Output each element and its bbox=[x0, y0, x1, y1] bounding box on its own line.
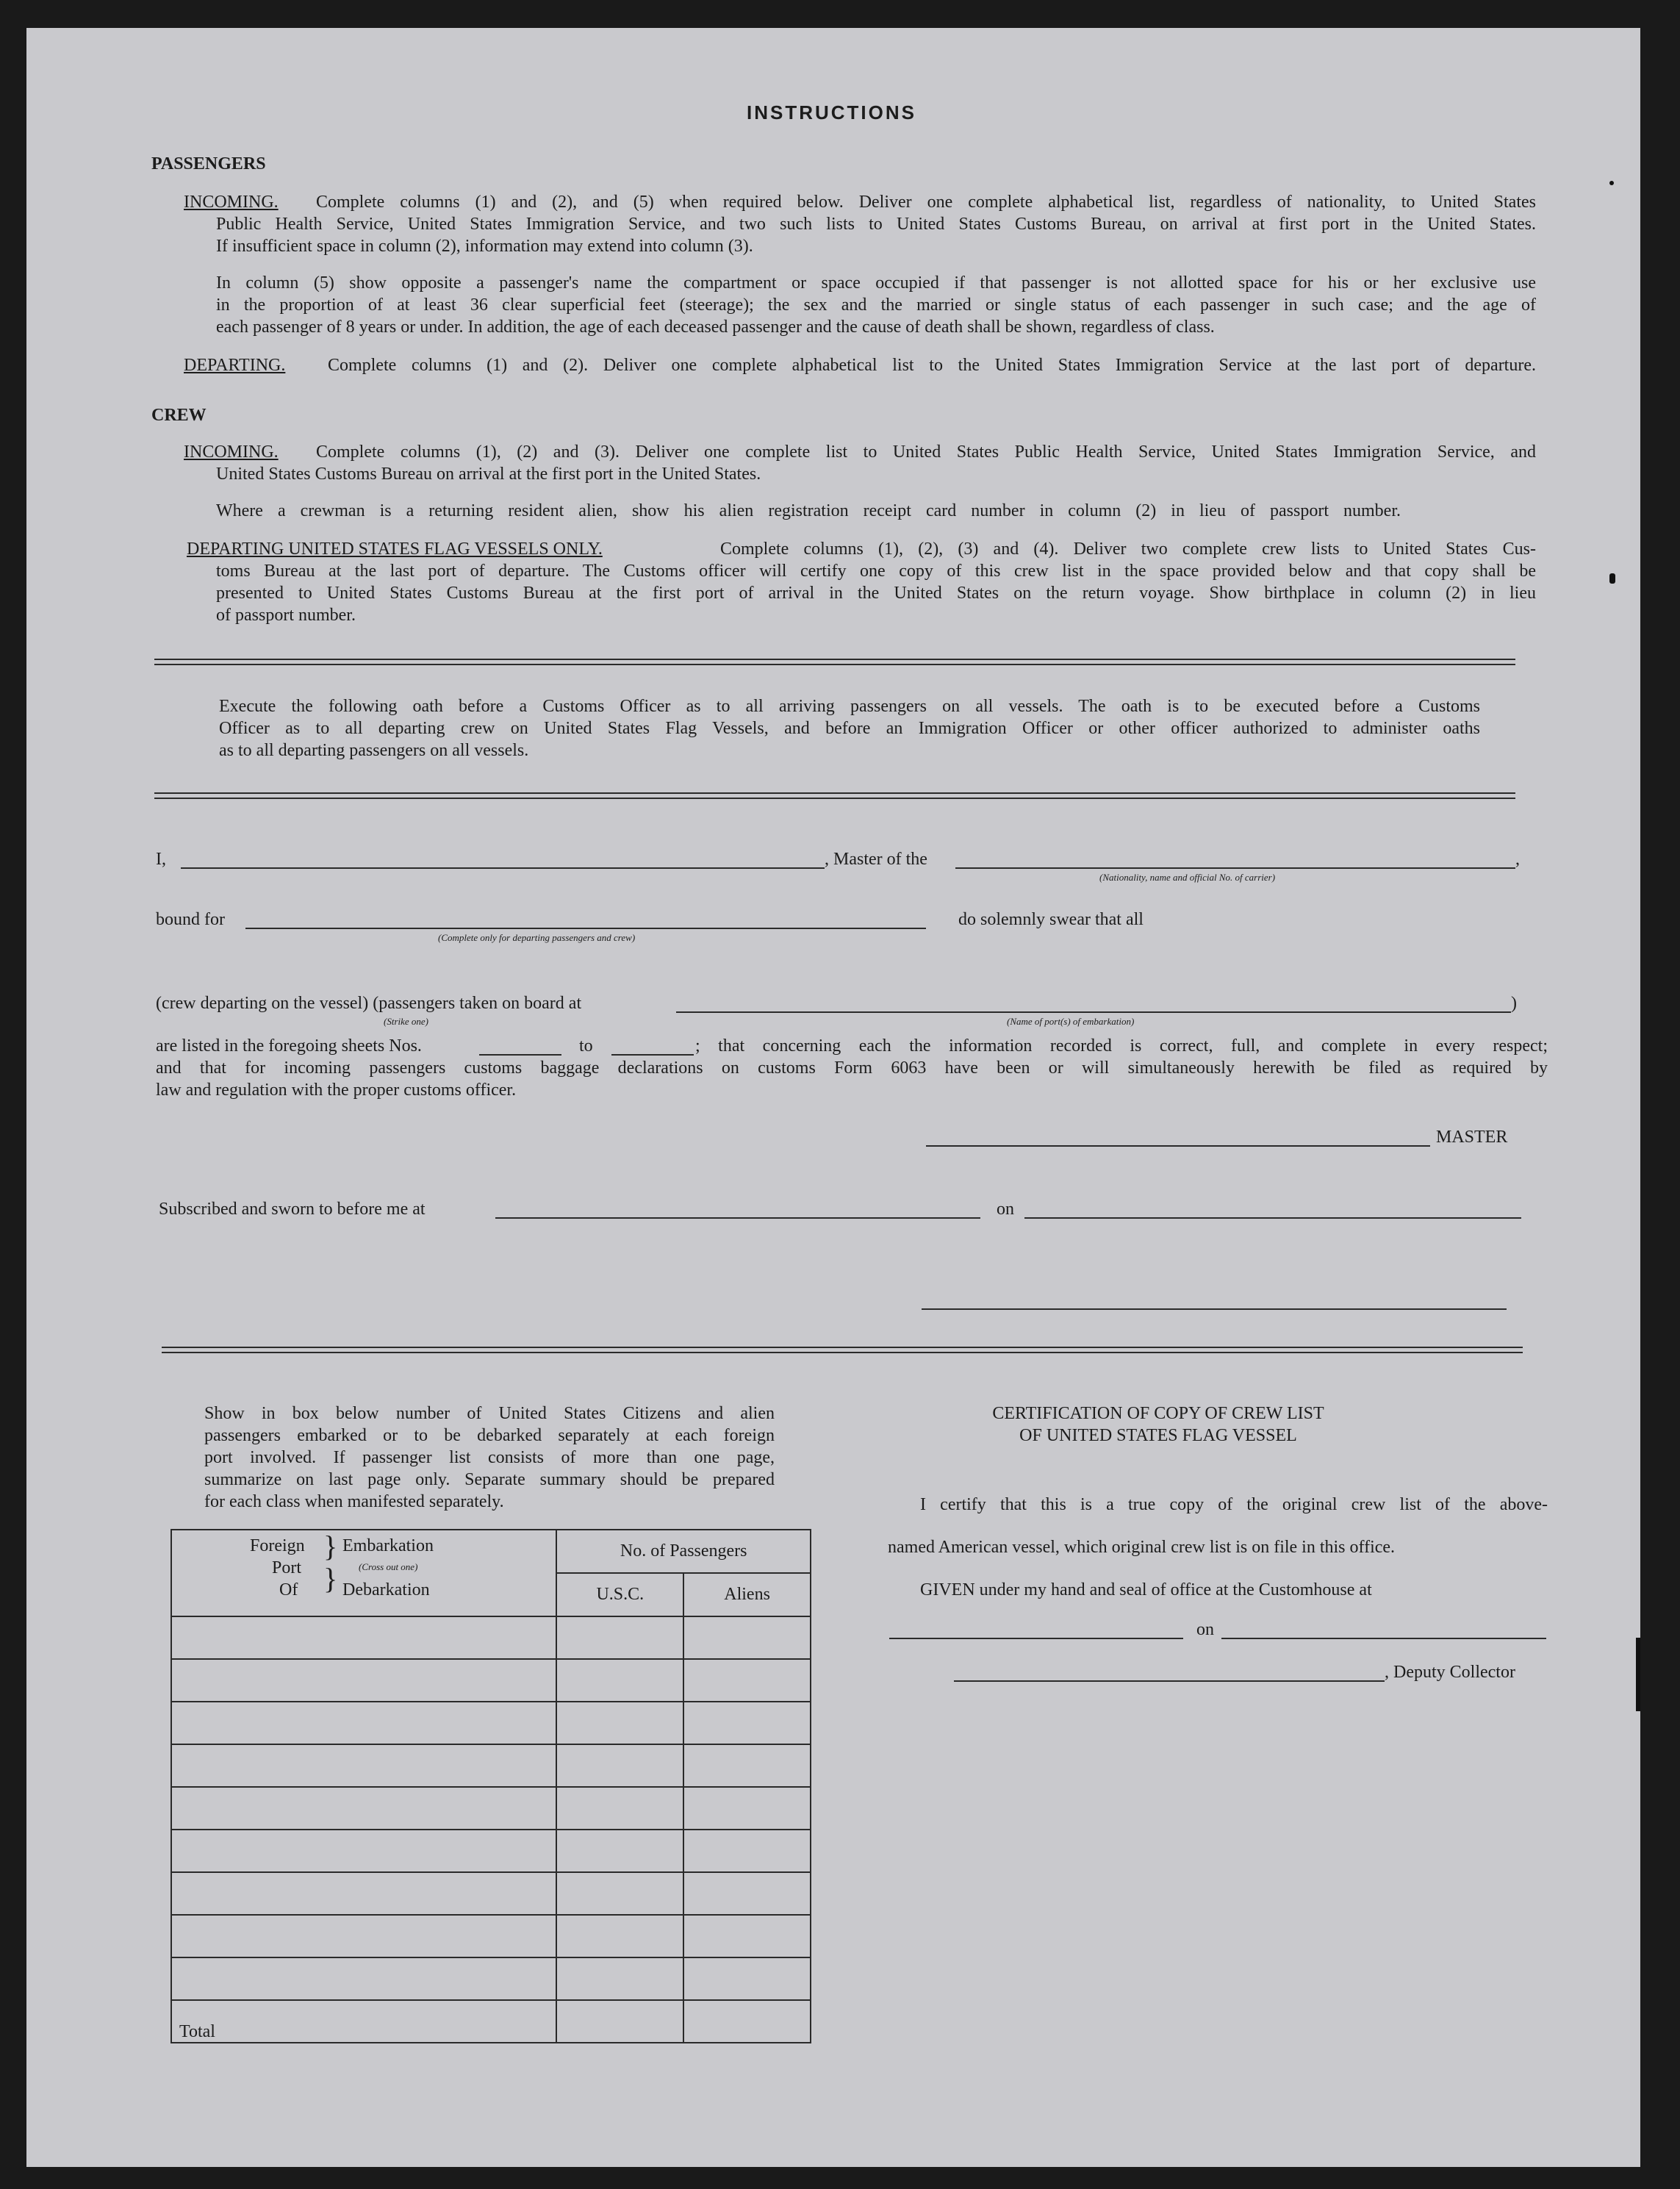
table-row bbox=[171, 1787, 811, 1830]
crew-heading: CREW bbox=[151, 406, 207, 425]
summary-text: for each class when manifested separately. bbox=[204, 1492, 504, 1511]
crew-incoming-label: INCOMING. bbox=[184, 443, 279, 462]
oath-intro-text: as to all departing passengers on all vessels. bbox=[219, 741, 529, 760]
table-row bbox=[171, 1957, 811, 2000]
crew-passengers-text: (crew departing on the vessel) (passengers taken on board at bbox=[156, 994, 582, 1013]
crew-departing-text: toms Bureau at the last port of departure. The Customs officer will certify one copy of this crew list in the space provided below and that copy shall be bbox=[216, 562, 1536, 581]
carrier-hint: (Nationality, name and official No. of carrier) bbox=[1099, 872, 1276, 883]
section-divider bbox=[154, 659, 1515, 665]
master-name-line[interactable] bbox=[181, 867, 825, 869]
total-label: Total bbox=[171, 2000, 556, 2043]
usc-cell[interactable] bbox=[556, 1787, 683, 1830]
table-row bbox=[171, 1830, 811, 1872]
subscribed-place-line[interactable] bbox=[495, 1217, 980, 1219]
scan-edge-mark bbox=[1636, 1638, 1640, 1711]
sheet-to-line[interactable] bbox=[611, 1054, 694, 1056]
officer-signature-line[interactable] bbox=[922, 1308, 1507, 1310]
usc-cell[interactable] bbox=[556, 1659, 683, 1702]
brace-icon: } bbox=[323, 1530, 338, 1563]
crew-incoming-text: United States Customs Bureau on arrival at the first port in the United States. bbox=[216, 465, 761, 484]
crew-departing-label: DEPARTING UNITED STATES FLAG VESSELS ONLY. bbox=[187, 540, 603, 559]
passengers-incoming-label: INCOMING. bbox=[184, 193, 279, 212]
listed-text: ; that concerning each the information recorded is correct, full, and complete in every respect; bbox=[695, 1036, 1548, 1056]
embarkation-label: Embarkation bbox=[342, 1536, 434, 1555]
table-row bbox=[171, 1659, 811, 1702]
sheet-from-line[interactable] bbox=[479, 1054, 561, 1056]
crew-resident-text: Where a crewman is a returning resident alien, show his alien registration receipt card number in column (2) in lieu of passport number. bbox=[216, 501, 1401, 520]
table-row bbox=[171, 1915, 811, 1957]
crew-departing-text: Complete columns (1), (2), (3) and (4). Deliver two complete crew lists to United States Cus- bbox=[720, 540, 1536, 559]
certification-text: GIVEN under my hand and seal of office at the Customhouse at bbox=[920, 1580, 1372, 1599]
passengers-heading: PASSENGERS bbox=[151, 154, 266, 173]
column5-text: each passenger of 8 years or under. In addition, the age of each deceased passenger and the cause of death shall be shown, regardless of class. bbox=[216, 318, 1215, 337]
port-cell[interactable] bbox=[171, 1787, 556, 1830]
certification-title: OF UNITED STATES FLAG VESSEL bbox=[1019, 1426, 1297, 1445]
certification-on-label: on bbox=[1196, 1620, 1214, 1639]
usc-cell[interactable] bbox=[556, 1702, 683, 1744]
foreign-label: Foreign bbox=[250, 1536, 305, 1555]
port-cell[interactable] bbox=[171, 1872, 556, 1915]
bound-for-label: bound for bbox=[156, 910, 225, 929]
oath-text: law and regulation with the proper customs officer. bbox=[156, 1081, 517, 1100]
customhouse-line[interactable] bbox=[889, 1638, 1183, 1639]
page-title: INSTRUCTIONS bbox=[747, 101, 916, 123]
deputy-collector-label: , Deputy Collector bbox=[1385, 1663, 1515, 1682]
port-cell[interactable] bbox=[171, 1744, 556, 1787]
port-cell[interactable] bbox=[171, 1830, 556, 1872]
summary-text: passengers embarked or to be debarked separately at each foreign bbox=[204, 1426, 775, 1445]
master-label: MASTER bbox=[1436, 1128, 1508, 1147]
swear-text: do solemnly swear that all bbox=[958, 910, 1144, 929]
table-row bbox=[171, 1872, 811, 1915]
summary-text: port involved. If passenger list consists of more than one page, bbox=[204, 1448, 775, 1467]
ports-hint: (Name of port(s) of embarkation) bbox=[1007, 1016, 1135, 1027]
no-passengers-header: No. of Passengers bbox=[556, 1530, 811, 1573]
certification-date-line[interactable] bbox=[1221, 1638, 1546, 1639]
usc-cell[interactable] bbox=[556, 1957, 683, 2000]
certification-text: named American vessel, which original crew list is on file in this office. bbox=[888, 1538, 1396, 1557]
close-paren: ) bbox=[1511, 994, 1517, 1013]
scan-speck bbox=[1609, 573, 1615, 584]
aliens-cell[interactable] bbox=[683, 1744, 811, 1787]
crew-departing-text: presented to United States Customs Bureau at the first port of arrival in the United States on the return voyage. Show birthplace in column (2) in lieu bbox=[216, 584, 1536, 603]
column5-text: In column (5) show opposite a passenger's name the compartment or space occupied if that passenger is not allotted space for his or her exclusive use bbox=[216, 273, 1536, 293]
aliens-cell[interactable] bbox=[683, 1872, 811, 1915]
summary-text: summarize on last page only. Separate summary should be prepared bbox=[204, 1470, 775, 1489]
form-page bbox=[26, 28, 1640, 2167]
usc-cell[interactable] bbox=[556, 1616, 683, 1659]
aliens-header: Aliens bbox=[683, 1573, 811, 1616]
aliens-cell[interactable] bbox=[683, 1702, 811, 1744]
aliens-cell[interactable] bbox=[683, 1915, 811, 1957]
of-label: Of bbox=[279, 1580, 298, 1599]
passengers-departing-label: DEPARTING. bbox=[184, 356, 286, 375]
bound-for-line[interactable] bbox=[245, 928, 926, 929]
certification-text: I certify that this is a true copy of the original crew list of the above- bbox=[920, 1495, 1548, 1514]
port-cell[interactable] bbox=[171, 1915, 556, 1957]
aliens-cell[interactable] bbox=[683, 1830, 811, 1872]
usc-cell[interactable] bbox=[556, 1915, 683, 1957]
passengers-incoming-text: If insufficient space in column (2), information may extend into column (3). bbox=[216, 237, 753, 256]
aliens-cell[interactable] bbox=[683, 1787, 811, 1830]
table-header-row bbox=[171, 1530, 811, 1573]
usc-cell[interactable] bbox=[556, 1830, 683, 1872]
summary-text: Show in box below number of United States Citizens and alien bbox=[204, 1404, 775, 1423]
master-of-label: , Master of the bbox=[825, 850, 927, 869]
port-header-cell bbox=[171, 1530, 556, 1616]
oath-i-label: I, bbox=[156, 850, 166, 869]
deputy-signature-line[interactable] bbox=[954, 1680, 1385, 1682]
brace-icon: } bbox=[323, 1562, 338, 1595]
ports-line[interactable] bbox=[676, 1011, 1511, 1013]
debarkation-label: Debarkation bbox=[342, 1580, 430, 1599]
usc-cell[interactable] bbox=[556, 1744, 683, 1787]
port-cell[interactable] bbox=[171, 1702, 556, 1744]
port-cell[interactable] bbox=[171, 1616, 556, 1659]
aliens-cell[interactable] bbox=[683, 1957, 811, 2000]
port-cell[interactable] bbox=[171, 1659, 556, 1702]
aliens-cell[interactable] bbox=[683, 1616, 811, 1659]
oath-intro-text: Execute the following oath before a Customs Officer as to all arriving passengers on all vessels. The oath is to be executed before a Customs bbox=[219, 697, 1480, 716]
passengers-departing-text: Complete columns (1) and (2). Deliver one complete alphabetical list to the United States Immigration Service at the last port of departure. bbox=[328, 356, 1536, 375]
table-row bbox=[171, 1702, 811, 1744]
usc-header: U.S.C. bbox=[556, 1573, 683, 1616]
usc-total-cell[interactable] bbox=[556, 2000, 683, 2043]
subscribed-date-line[interactable] bbox=[1024, 1217, 1521, 1219]
listed-to: to bbox=[579, 1036, 593, 1056]
passengers-incoming-text: Public Health Service, United States Immigration Service, and two such lists to United States Customs Bureau, on arrival at first port in the United States. bbox=[216, 215, 1536, 234]
column5-text: in the proportion of at least 36 clear superficial feet (steerage); the sex and the married or single status of each passenger in such case; and the age of bbox=[216, 295, 1536, 315]
oath-text: and that for incoming passengers customs baggage declarations on customs Form 6063 have been or will simultaneously herewith be filed as required by bbox=[156, 1058, 1548, 1078]
master-signature-line[interactable] bbox=[926, 1145, 1430, 1147]
port-label: Port bbox=[272, 1558, 302, 1577]
crew-departing-text: of passport number. bbox=[216, 606, 356, 625]
oath-intro-text: Officer as to all departing crew on United States Flag Vessels, and before an Immigration Officer or other officer authorized to administer oaths bbox=[219, 719, 1480, 738]
bound-for-hint: (Complete only for departing passengers and crew) bbox=[438, 932, 636, 943]
table-row-total bbox=[171, 2000, 811, 2043]
strike-one-hint: (Strike one) bbox=[384, 1016, 429, 1027]
scan-speck bbox=[1609, 181, 1614, 185]
subscribed-text: Subscribed and sworn to before me at bbox=[159, 1200, 426, 1219]
port-cell[interactable] bbox=[171, 1957, 556, 2000]
carrier-line[interactable] bbox=[955, 867, 1515, 869]
aliens-total-cell[interactable] bbox=[683, 2000, 811, 2043]
listed-text: are listed in the foregoing sheets Nos. bbox=[156, 1036, 422, 1056]
crew-incoming-text: Complete columns (1), (2) and (3). Deliver one complete list to United States Public Health Service, United States Immigration Service, and bbox=[316, 443, 1536, 462]
table-row bbox=[171, 1744, 811, 1787]
aliens-cell[interactable] bbox=[683, 1659, 811, 1702]
certification-title: CERTIFICATION OF COPY OF CREW LIST bbox=[992, 1404, 1324, 1423]
section-divider bbox=[154, 792, 1515, 799]
table-row bbox=[171, 1616, 811, 1659]
on-label: on bbox=[997, 1200, 1014, 1219]
section-divider bbox=[162, 1347, 1523, 1353]
usc-cell[interactable] bbox=[556, 1872, 683, 1915]
passengers-incoming-text: Complete columns (1) and (2), and (5) when required below. Deliver one complete alphabetical list, regardless of nationality, to United States bbox=[316, 193, 1536, 212]
comma: , bbox=[1515, 850, 1520, 869]
passenger-summary-table bbox=[170, 1529, 811, 2043]
cross-out-hint: (Cross out one) bbox=[359, 1561, 418, 1572]
